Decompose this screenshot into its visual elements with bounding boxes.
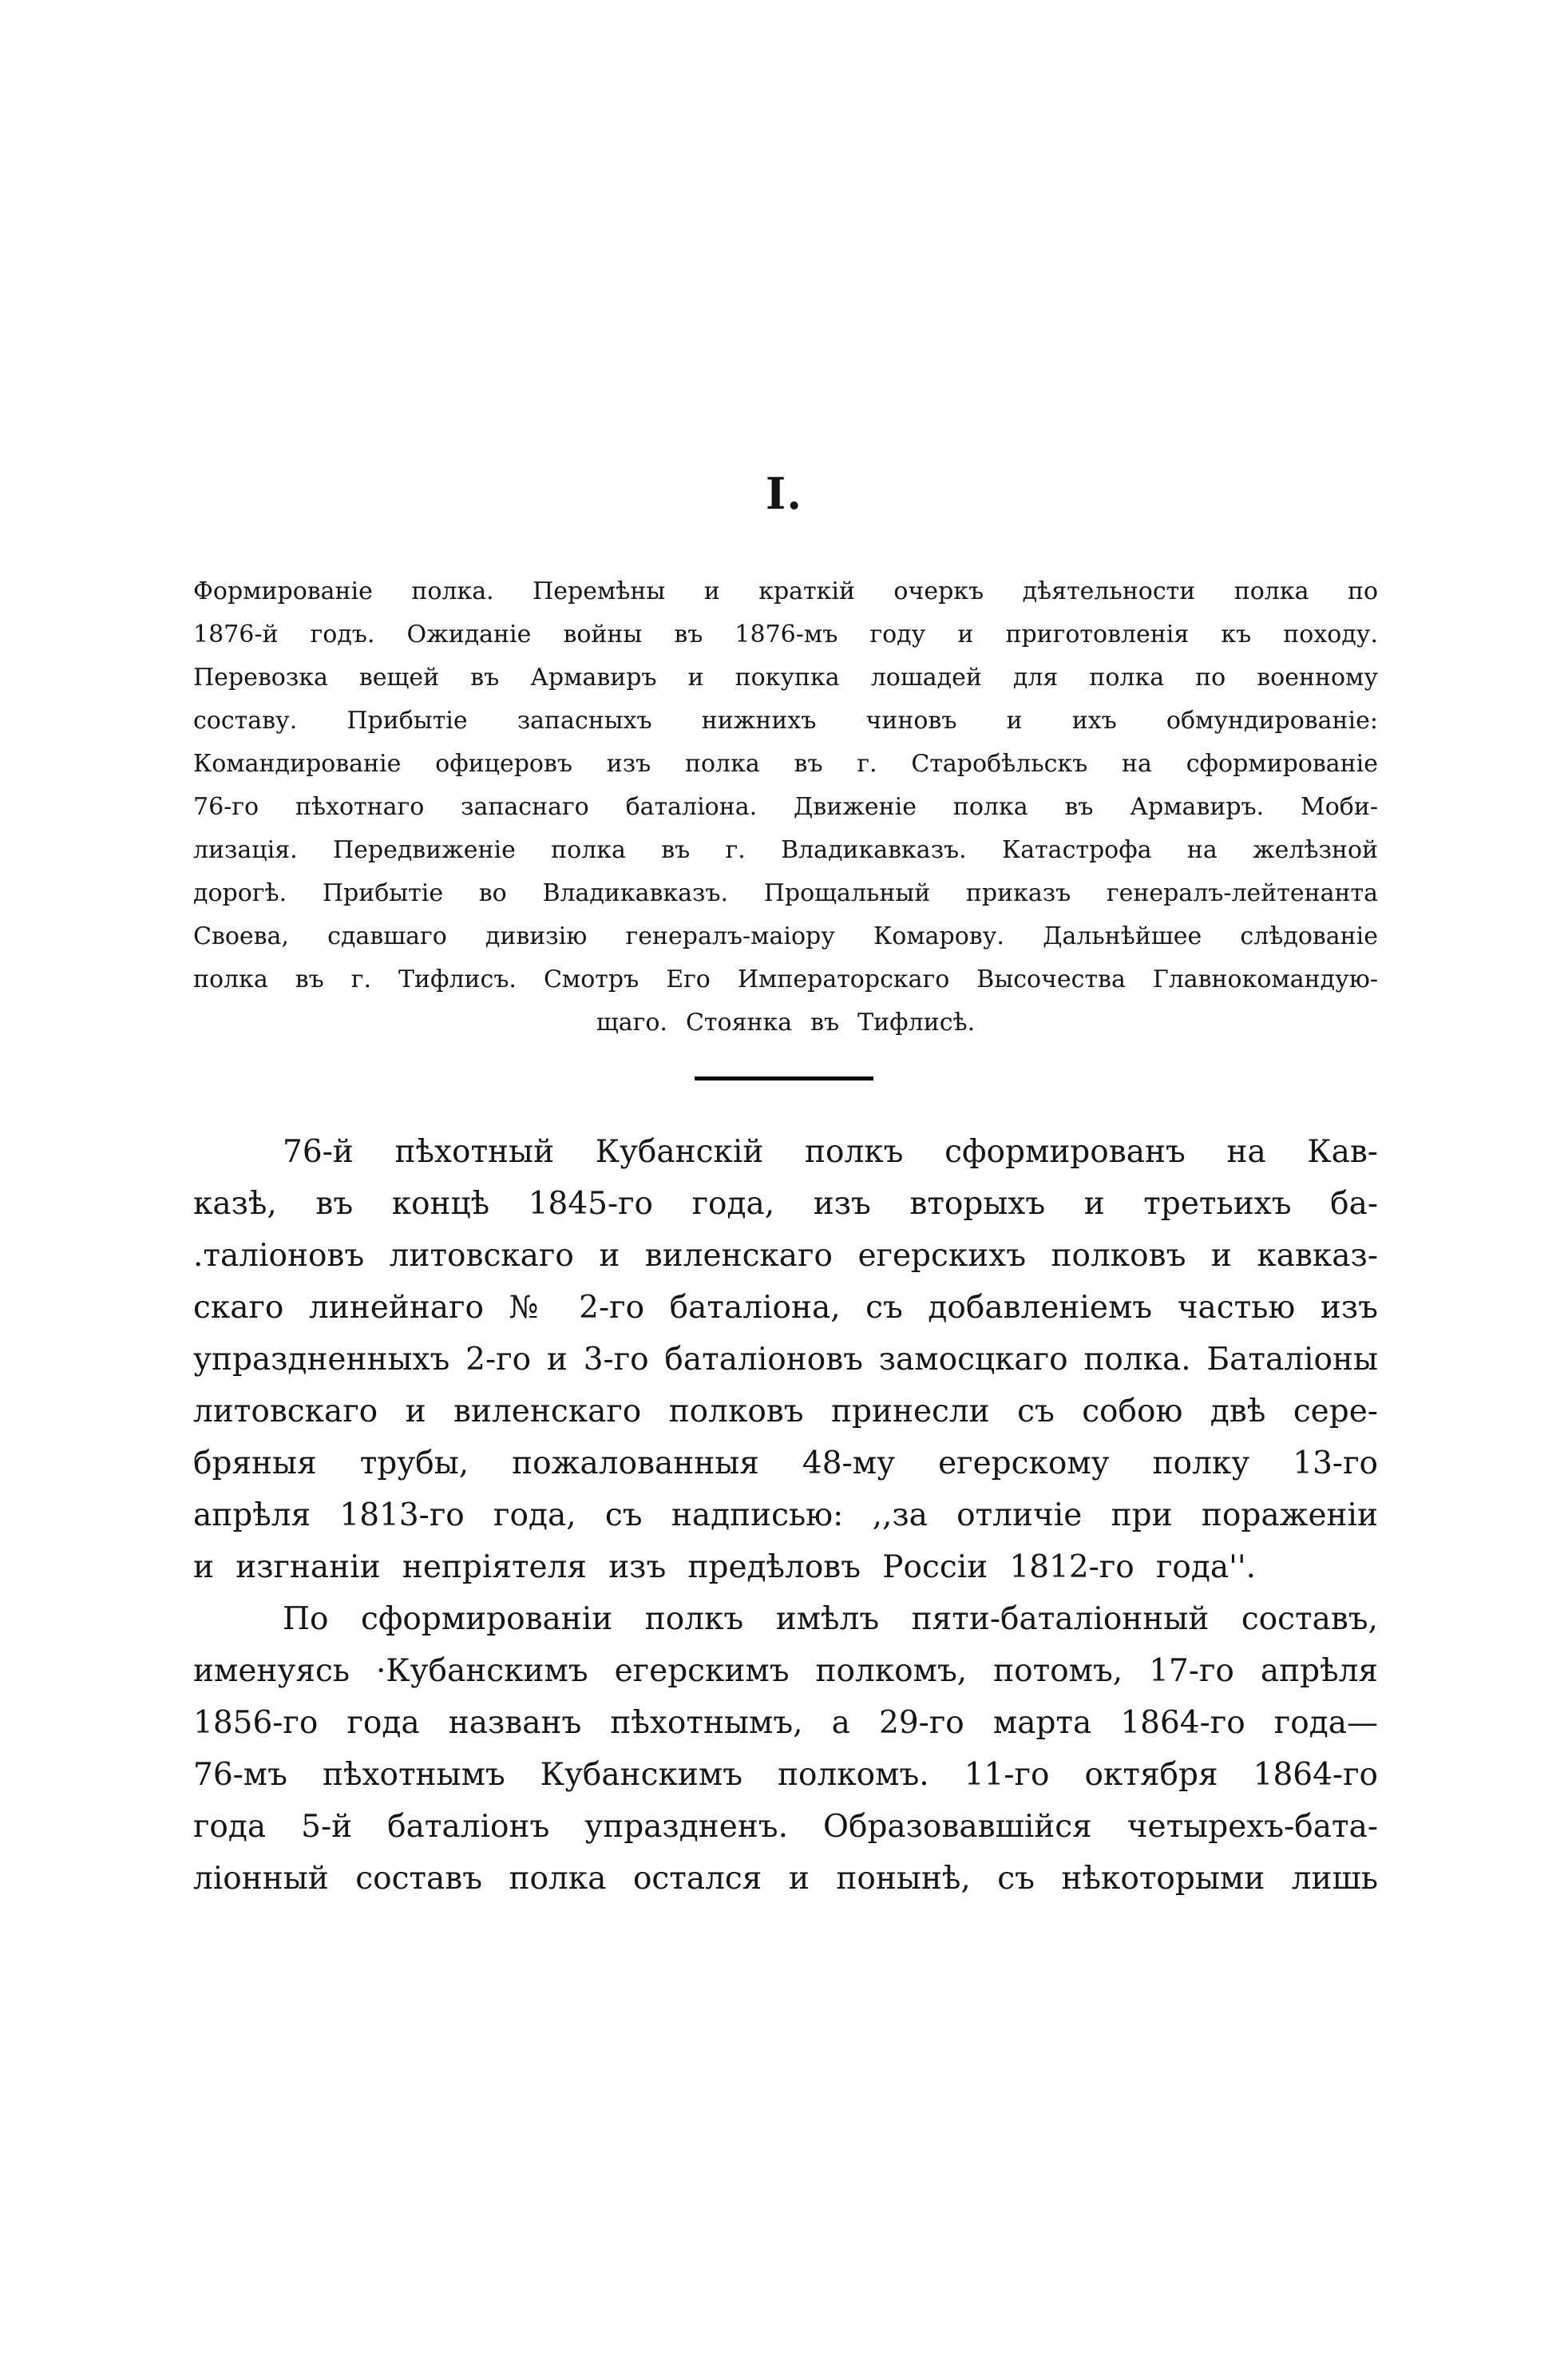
body-line: 76-мъ пѣхотнымъ Кубанскимъ полкомъ. 11-го октября 1864-го [193,1757,1378,1793]
body-line: именуясь ·Кубанскимъ егерскимъ полкомъ, потомъ, 17-го апрѣля [193,1653,1378,1689]
synopsis-line: составу. Прибытіе запасныхъ нижнихъ чиновъ и ихъ обмундированіе: [193,707,1378,735]
synopsis-line: Командированіе офицеровъ изъ полка въ г. Старобѣльскъ на сформированіе [193,750,1378,778]
synopsis-line: Формированіе полка. Перемѣны и краткій очеркъ дѣятельности полка по [193,577,1378,605]
chapter-number-heading: I. [765,468,803,519]
body-line: .таліоновъ литовскаго и виленскаго егерскихъ полковъ и кавказ- [193,1238,1378,1274]
paragraph-1 [193,1126,1378,1593]
synopsis-line: Своева, сдавшаго дивизію генералъ-маіору Комарову. Дальнѣйшее слѣдованіе [193,922,1378,950]
synopsis-line: 76-го пѣхотнаго запаснаго баталіона. Движеніе полка въ Армавиръ. Моби- [193,793,1378,821]
synopsis-last-line: щаго. Стоянка въ Тифлисѣ. [596,1009,976,1037]
synopsis-line: лизація. Передвиженіе полка въ г. Владикавказъ. Катастрофа на желѣзной [193,836,1378,864]
body-line: упраздненныхъ 2-го и 3-го баталіоновъ замосцкаго полка. Баталіоны [193,1342,1378,1378]
synopsis-line: Перевозка вещей въ Армавиръ и покупка лошадей для полка по военному [193,664,1378,692]
body-line: скаго линейнаго № 2-го баталіона, съ добавленіемъ частью изъ [193,1290,1378,1326]
body-line: литовскаго и виленскаго полковъ принесли съ собою двѣ сере- [193,1394,1378,1429]
body-line: апрѣля 1813-го года, съ надписью: ,,за отличіе при пораженіи [193,1497,1378,1533]
body-line: По сформированіи полкъ имѣлъ пяти-баталіонный составъ, [283,1601,1378,1637]
body-line: казѣ, въ концѣ 1845-го года, изъ вторыхъ и третьихъ ба- [193,1186,1378,1222]
body-line: и изгнаніи непріятеля изъ предѣловъ Россіи 1812-го года''. [193,1549,1256,1585]
body-line: года 5-й баталіонъ упраздненъ. Образовавшійся четырехъ-бата- [193,1809,1378,1845]
chapter-synopsis [193,570,1378,1045]
synopsis-line: дорогѣ. Прибытіе во Владикавказъ. Прощальный приказъ генералъ-лейтенанта [193,879,1378,907]
synopsis-line: полка въ г. Тифлисъ. Смотръ Его Императорскаго Высочества Главнокомандую- [193,965,1378,993]
body-text [193,1126,1378,1905]
synopsis-line: 1876-й годъ. Ожиданіе войны въ 1876-мъ году и приготовленія къ походу. [193,621,1378,648]
body-line: 1856-го года названъ пѣхотнымъ, а 29-го марта 1864-го года— [193,1705,1378,1741]
body-line: бряныя трубы, пожалованныя 48-му егерскому полку 13-го [193,1445,1378,1481]
body-line: ліонный составъ полка остался и понынѣ, съ нѣкоторыми лишь [193,1861,1378,1897]
section-divider-rule [695,1076,873,1080]
paragraph-2 [193,1593,1378,1905]
body-line: 76-й пѣхотный Кубанскій полкъ сформированъ на Кав- [283,1134,1378,1170]
